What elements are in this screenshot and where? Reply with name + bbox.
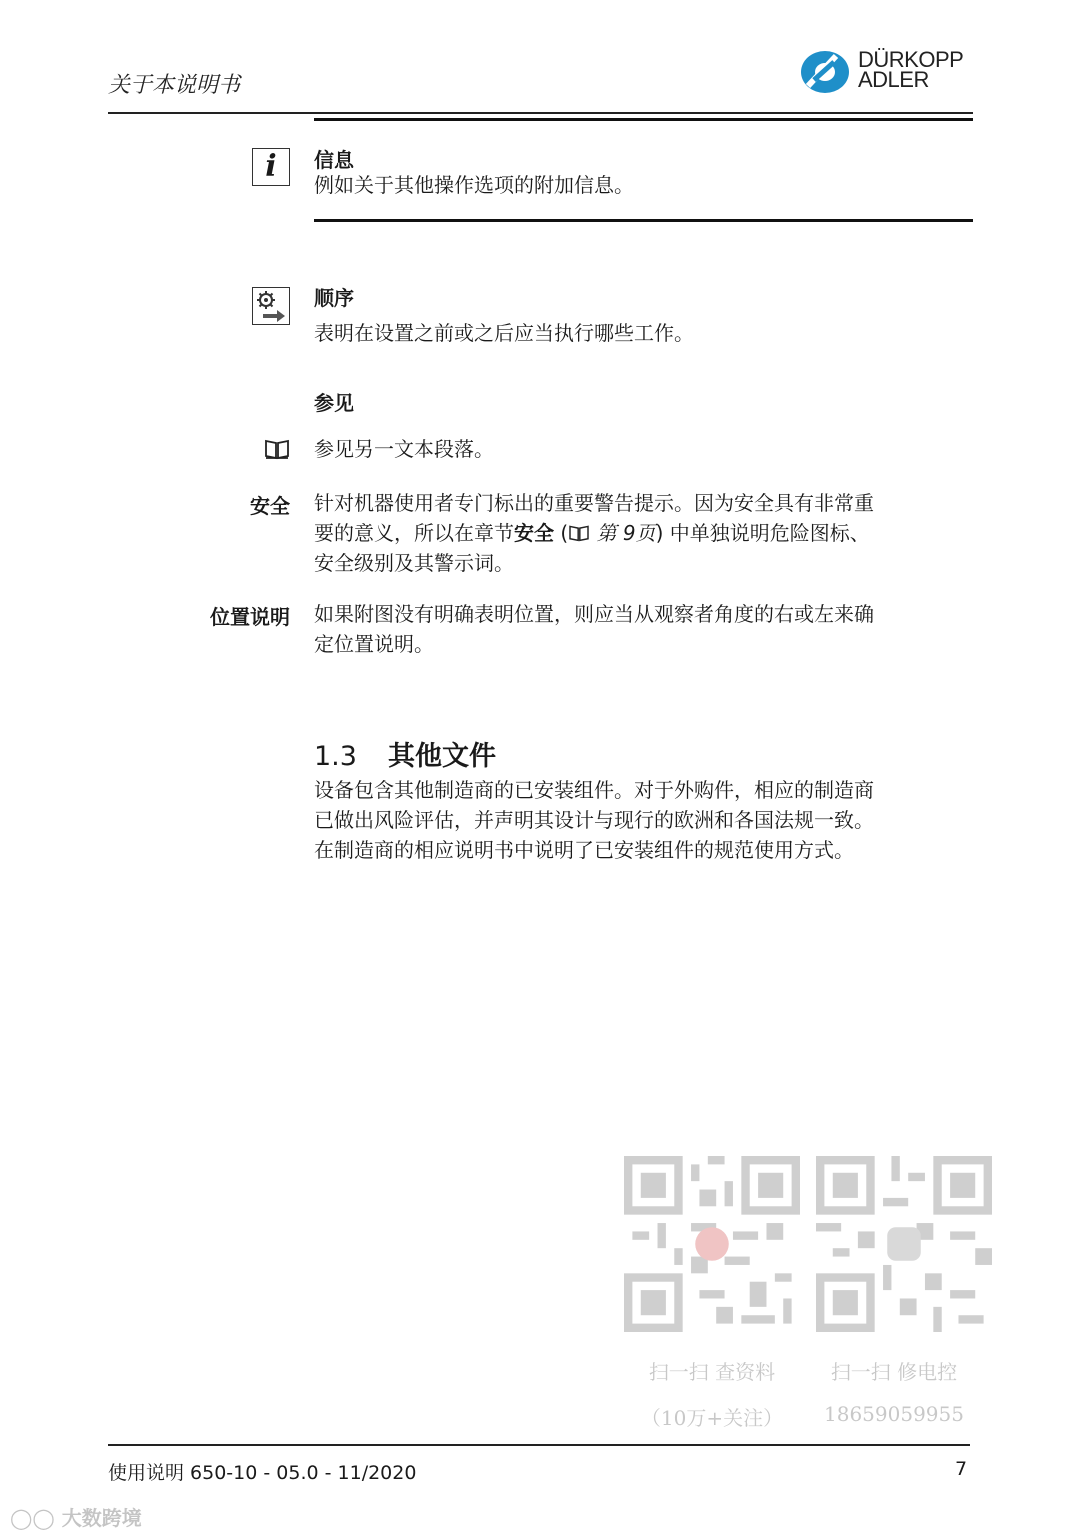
logo-text (858, 47, 964, 92)
position-paragraph (314, 599, 974, 659)
logo-line2: ADLER (858, 67, 929, 92)
qr-right-caption-2: 18659059955 (824, 1402, 964, 1426)
qr-left-caption-2: （10万+关注） (640, 1406, 784, 1430)
see-also-title: 参见 (314, 391, 354, 415)
running-header: 关于本说明书 (108, 73, 241, 98)
logo-line1: DÜRKOPP (858, 47, 964, 72)
info-box-bottom-rule (314, 219, 973, 222)
watermark-logo-icon: ◯◯ (10, 1506, 62, 1530)
sequence-title: 顺序 (314, 286, 354, 310)
position-line2: 定位置说明。 (314, 632, 434, 656)
position-label: 位置说明 (210, 605, 290, 629)
page-number: 7 (955, 1458, 968, 1480)
safety-line2-tail: ) 中单独说明危险图标、 (655, 521, 870, 545)
safety-label: 安全 (250, 494, 290, 518)
qr-code-left-icon[interactable] (624, 1156, 800, 1332)
footer-divider (108, 1444, 970, 1446)
qr-right-caption-1: 扫一扫 修电控 (830, 1360, 958, 1384)
see-also-text: 参见另一文本段落。 (314, 437, 494, 461)
position-line1: 如果附图没有明确表明位置，则应当从观察者角度的右或左来确 (314, 602, 874, 626)
section-paragraph (314, 775, 974, 865)
sequence-text: 表明在设置之前或之后应当执行哪些工作。 (314, 321, 694, 345)
footer-document-info: 使用说明 650-10 - 05.0 - 11/2020 (108, 1462, 417, 1484)
info-title: 信息 (314, 148, 354, 172)
section-heading (314, 734, 496, 773)
gear-arrow-icon (253, 288, 289, 324)
safety-line2 (314, 518, 974, 548)
info-text: 例如关于其他操作选项的附加信息。 (314, 173, 634, 197)
brand-logo (800, 47, 975, 96)
safety-line1: 针对机器使用者专门标出的重要警告提示。因为安全具有非常重 (314, 491, 874, 515)
safety-paren-open: ( (554, 521, 569, 545)
section-line2: 已做出风险评估，并声明其设计与现行的欧洲和各国法规一致。 (314, 808, 874, 832)
section-line3: 在制造商的相应说明书中说明了已安装组件的规范使用方式。 (314, 838, 854, 862)
logo-mark-icon (800, 50, 850, 94)
qr-code-right-icon[interactable] (816, 1156, 992, 1332)
safety-chapter-ref: 安全 (514, 521, 554, 545)
section-title: 其他文件 (388, 741, 496, 772)
qr-left-caption-1: 扫一扫 查资料 (648, 1360, 776, 1384)
info-icon: i (252, 148, 290, 186)
info-box-top-rule (314, 118, 973, 121)
book-icon (264, 438, 290, 460)
book-icon (568, 524, 590, 542)
watermark-text: 大数跨境 (61, 1506, 142, 1530)
sequence-gear-icon (252, 287, 290, 325)
section-line1: 设备包含其他制造商的已安装组件。对于外购件，相应的制造商 (314, 778, 874, 802)
section-number: 1.3 (314, 741, 357, 772)
page-reference-link[interactable]: 第 9页 (590, 521, 656, 545)
safety-line3: 安全级别及其警示词。 (314, 551, 514, 575)
header-divider (108, 112, 973, 114)
safety-paragraph (314, 488, 974, 578)
safety-line2-text: 要的意义，所以在章节 (314, 521, 514, 545)
watermark (10, 1502, 142, 1531)
